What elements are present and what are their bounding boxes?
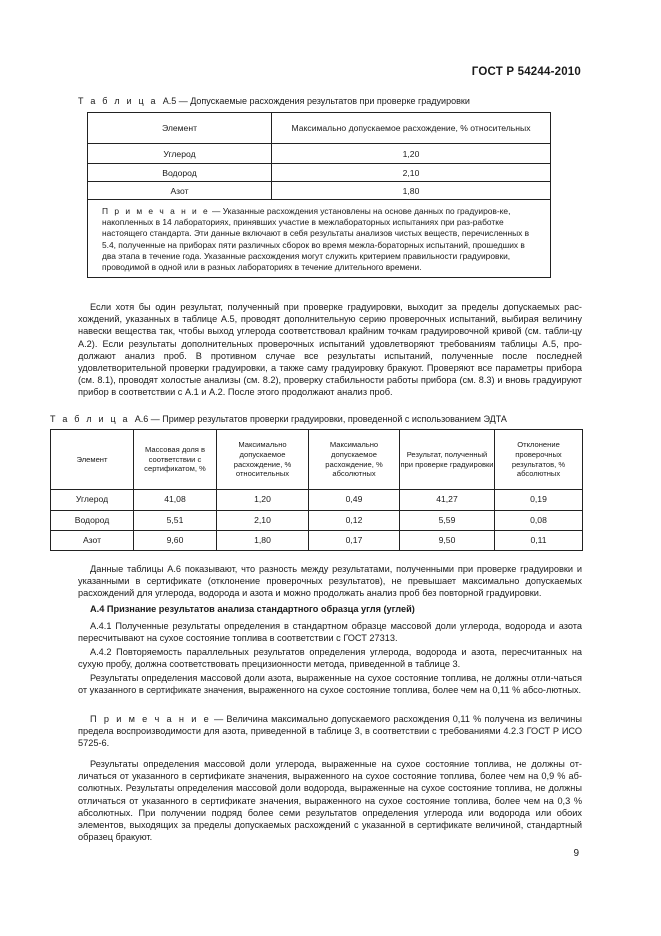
- paragraph-recheck: [78, 301, 582, 399]
- table-a6-header: Максимально допускаемое расхождение, % относительных: [217, 430, 309, 490]
- table-row: [51, 511, 583, 531]
- table-a5-cell: 2,10: [272, 164, 551, 182]
- table-a6-cell: 5,59: [400, 511, 495, 531]
- paragraph-text: Данные таблицы А.6 показывают, что разность между результатами, полученными при проверке градуировки и указанными в сертификате (отклонение проверочных результатов), не превышает максимально допускаемых расхождений для углерода, водорода и азота и можно продолжать анализ проб без повторной градуировки.: [78, 564, 582, 599]
- table-a6: [50, 429, 583, 551]
- table-row: [88, 144, 551, 164]
- table-row: [88, 182, 551, 200]
- table-a5: [87, 112, 551, 278]
- paragraph-a41: [78, 620, 582, 644]
- table-row: [51, 490, 583, 511]
- table-a6-cell: 9,60: [134, 531, 217, 551]
- table-a6-cell: 0,17: [309, 531, 400, 551]
- standard-number: ГОСТ Р 54244-2010: [471, 66, 581, 78]
- paragraph-carbon-hydrogen: [78, 758, 582, 843]
- note-label: П р и м е ч а н и е: [90, 714, 211, 724]
- table-a6-cell: Водород: [51, 511, 134, 531]
- table-a5-caption-prefix: Т а б л и ц а: [78, 96, 158, 106]
- table-a6-cell: 0,11: [495, 531, 583, 551]
- table-a6-cell: 41,27: [400, 490, 495, 511]
- table-a5-caption: [78, 96, 470, 106]
- table-row: [51, 531, 583, 551]
- table-a6-cell: 5,51: [134, 511, 217, 531]
- paragraph-text: А.4.1 Полученные результаты определения в стандартном образце массовой доли углерода, водорода и азота пересчитывают на сухое состояние топлива в соответствии с ГОСТ 27313.: [78, 621, 582, 644]
- paragraph-text: Если хотя бы один результат, полученный при проверке градуировки, выходит за пределы допускаемых рас-хождений, указанных в таблице А.5, проводят дополнительную серию проверочных испытаний, выбирая величину навески вещества так, чтобы выход углерода соответствовал крайним точкам градуировочной кривой (см. табли-цу А.2). Если результаты дополнительных проверочных испытаний удовлетворяют требованиям таблицы А.5, про-должают анализ проб. В противном случае все результаты испытаний, полученные после последней удовлетворительной проверки градуировки, а также саму градуировку бракуют. Проверяют все параметры прибора (см. 8.1), проводят холостые анализы (см. 8.2), проверку стабильности работы прибора (см. 8.3) и вновь градуируют прибор в соответствии с А.1 и А.2. После этого продолжают анализ проб.: [78, 302, 582, 398]
- paragraph-text: Результаты определения массовой доли углерода, выраженные на сухое состояние топлива, не должны от-личаться от указанного в сертификате значения, выраженного на сухое состояние топлива, более чем на 0,9 % аб-солютных. Результаты определения массовой доли водорода, выраженные на сухое состояние топлива, не должны отличаться от указанного в сертификате значения, выраженного на сухое состояние топлива, более чем на 0,3 % абсолютных. При получении подряд более семи результатов определения углерода или водорода или обоих элементов, выходящих за пределы допускаемых расхождений с указанной в сертификате величиной, стандартный образец бракуют.: [78, 759, 582, 843]
- note-text: — Указанные расхождения установлены на основе данных по градуиров-ке, накопленных в 14 лабораториях, принявших участие в межлабораторных испытаниях при раз-работке настоящего стандарта. Эти данные включают в себя результаты анализов чистых веществ, перечисленных в 5.4, полученные на приборах пяти различных сборок во время межла-бораторных испытаний, прошедших в два этапа в течение года. Указанные расхождения могут служить критерием правильности градуировки, проводимой в одной или в разных лабораториях в течение длительного времени.: [102, 206, 530, 273]
- table-a5-cell: 1,20: [272, 144, 551, 164]
- table-a6-cell: 41,08: [134, 490, 217, 511]
- table-a5-cell: Углерод: [88, 144, 272, 164]
- table-a6-cell: 0,12: [309, 511, 400, 531]
- table-a6-cell: 1,80: [217, 531, 309, 551]
- table-a6-cell: 9,50: [400, 531, 495, 551]
- paragraph-text: А.4.2 Повторяемость параллельных результатов определения углерода, водорода и азота, пересчитанных на сухую пробу, должна соответствовать прецизионности метода, приведенной в таблице 3.: [78, 647, 582, 670]
- table-a5-note: [88, 200, 551, 278]
- note-text: — Величина максимально допускаемого расхождения 0,11 % получена из величины предела воспроизводимости для азота, приведенной в таблице 3, в соответствии с требованиями 4.2.3 ГОСТ Р ИСО 5725-6.: [78, 714, 582, 749]
- table-a6-header: Результат, полученный при проверке градуировки: [400, 430, 495, 490]
- section-a4-title: А.4 Признание результатов анализа стандартного образца угля (углей): [90, 604, 415, 614]
- paragraph-nitrogen: [78, 672, 582, 696]
- table-a6-cell: 0,49: [309, 490, 400, 511]
- table-a5-header-element: Элемент: [88, 113, 272, 144]
- table-a6-cell: Азот: [51, 531, 134, 551]
- table-a6-header: Максимально допускаемое расхождение, % абсолютных: [309, 430, 400, 490]
- table-a5-cell: 1,80: [272, 182, 551, 200]
- note-label: П р и м е ч а н и е: [102, 206, 210, 216]
- table-a6-cell: 2,10: [217, 511, 309, 531]
- paragraph-text: Результаты определения массовой доли азота, выраженные на сухое состояние топлива, не должны отли-чаться от указанного в сертификате значения, выраженного на сухое состояние топлива, более чем на 0,11 % абсо-лютных.: [78, 673, 582, 696]
- table-a6-header: Массовая доля в соответствии с сертификатом, %: [134, 430, 217, 490]
- paragraph-a6-summary: [78, 563, 582, 600]
- page-number: 9: [573, 848, 579, 859]
- table-a6-cell: 1,20: [217, 490, 309, 511]
- note-nitrogen: [78, 713, 582, 750]
- table-a6-header: Элемент: [51, 430, 134, 490]
- table-a6-cell: Углерод: [51, 490, 134, 511]
- table-a5-caption-text: А.5 — Допускаемые расхождения результатов при проверке градуировки: [162, 96, 470, 106]
- table-a6-caption: [50, 414, 507, 424]
- table-a5-cell: Азот: [88, 182, 272, 200]
- table-a5-cell: Водород: [88, 164, 272, 182]
- table-a6-caption-prefix: Т а б л и ц а: [50, 414, 130, 424]
- table-a6-header: Отклонение проверочных результатов, % абсолютных: [495, 430, 583, 490]
- table-a6-caption-text: А.6 — Пример результатов проверки градуировки, проведенной с использованием ЭДТА: [134, 414, 507, 424]
- table-a6-cell: 0,19: [495, 490, 583, 511]
- table-a5-header-deviation: Максимально допускаемое расхождение, % относительных: [272, 113, 551, 144]
- paragraph-a42: [78, 646, 582, 670]
- table-row: [88, 164, 551, 182]
- table-a6-cell: 0,08: [495, 511, 583, 531]
